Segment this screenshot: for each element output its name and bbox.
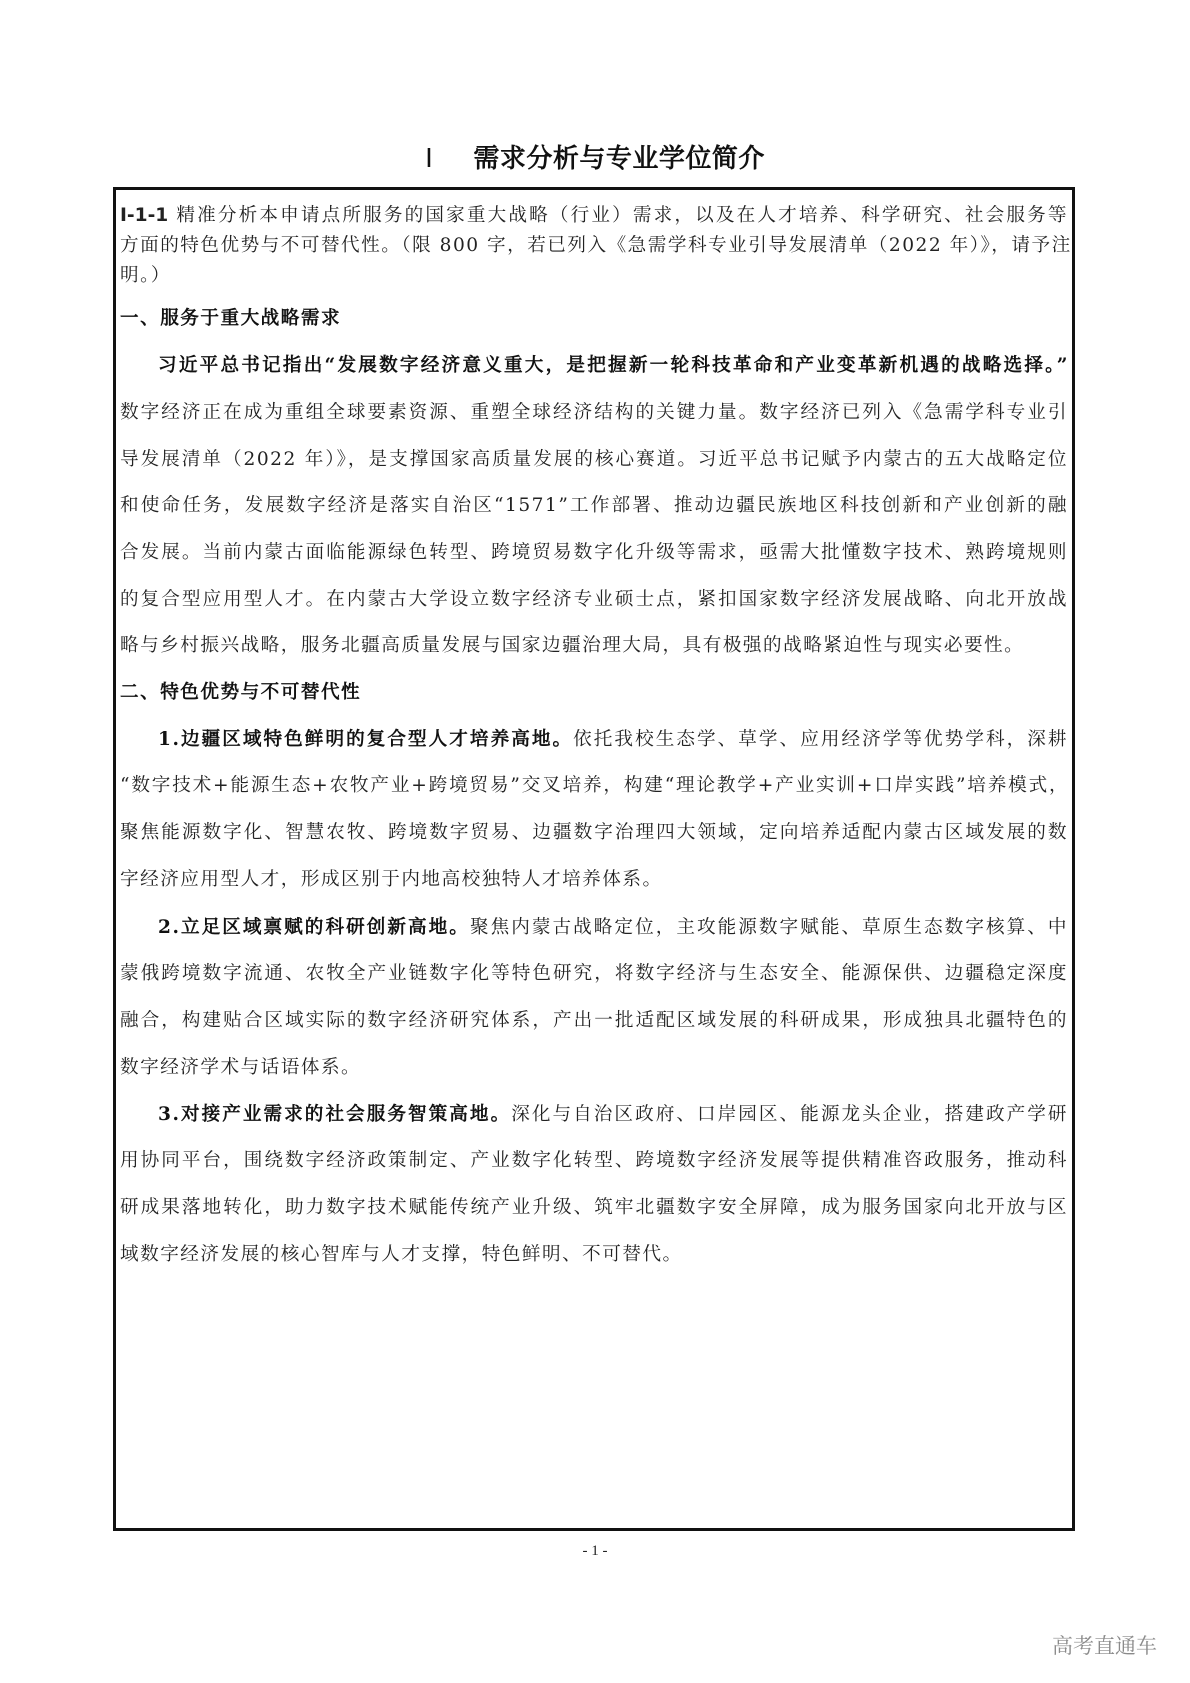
item-2-title: 2.立足区域禀赋的科研创新高地。	[158, 917, 470, 938]
body-line: 合发展。当前内蒙古面临能源绿色转型、跨境贸易数字化升级等需求，亟需大批懂数字技术、熟跨境规则	[120, 542, 1068, 563]
body-line: 聚焦能源数字化、智慧农牧、跨境数字贸易、边疆数字治理四大领域，定向培养适配内蒙古区域发展的数	[120, 822, 1068, 843]
prompt-line-2: 方面的特色优势与不可替代性。（限 800 字，若已列入《急需学科专业引导发展清单（2022 年）》，请予注	[120, 235, 1072, 256]
item-3-title: 3.对接产业需求的社会服务智策高地。	[158, 1104, 512, 1125]
body-line: 数字经济学术与话语体系。	[120, 1057, 362, 1078]
body-line: 和使命任务，发展数字经济是落实自治区“1571”工作部署、推动边疆民族地区科技创新和产业创新的融	[120, 495, 1068, 516]
item-1-title: 1.边疆区域特色鲜明的复合型人才培养高地。	[158, 729, 574, 750]
item-3-line: 3.对接产业需求的社会服务智策高地。深化与自治区政府、口岸园区、能源龙头企业，搭建政产学研	[158, 1104, 1068, 1125]
prompt-line-1: I-1-1 精准分析本申请点所服务的国家重大战略（行业）需求，以及在人才培养、科学研究、社会服务等	[120, 205, 1068, 226]
body-line: 域数字经济发展的核心智库与人才支撑，特色鲜明、不可替代。	[120, 1244, 683, 1265]
section-number: Ⅰ	[425, 144, 434, 173]
item-2-line: 2.立足区域禀赋的科研创新高地。聚焦内蒙古战略定位，主攻能源数字赋能、草原生态数字核算、中	[158, 917, 1068, 938]
page-number: - 1 -	[582, 1543, 608, 1559]
item-1-line: 1.边疆区域特色鲜明的复合型人才培养高地。依托我校生态学、草学、应用经济学等优势学科，深耕	[158, 729, 1068, 750]
body-line: 研成果落地转化，助力数字技术赋能传统产业升级、筑牢北疆数字安全屏障，成为服务国家向北开放与区	[120, 1197, 1068, 1218]
body-line: 用协同平台，围绕数字经济政策制定、产业数字化转型、跨境数字经济发展等提供精准咨政服务，推动科	[120, 1150, 1068, 1171]
prompt-code: I-1-1	[120, 205, 169, 226]
quote-line: 习近平总书记指出“发展数字经济意义重大，是把握新一轮科技革命和产业变革新机遇的战略选择。”	[158, 355, 1068, 376]
section-title: 需求分析与专业学位简介	[473, 144, 765, 174]
form-box	[113, 187, 1075, 1531]
body-line: 融合，构建贴合区域实际的数字经济研究体系，产出一批适配区域发展的科研成果，形成独具北疆特色的	[120, 1010, 1068, 1031]
body-line: 导发展清单（2022 年）》，是支撑国家高质量发展的核心赛道。习近平总书记赋予内蒙古的五大战略定位	[120, 449, 1068, 470]
body-line: 数字经济正在成为重组全球要素资源、重塑全球经济结构的关键力量。数字经济已列入《急需学科专业引	[120, 402, 1068, 423]
body-line: “数字技术+能源生态+农牧产业+跨境贸易”交叉培养，构建“理论教学+产业实训+口岸实践”培养模式，	[120, 775, 1068, 796]
page-title	[0, 138, 1190, 175]
prompt-line-3: 明。）	[120, 265, 171, 286]
body-line: 略与乡村振兴战略，服务北疆高质量发展与国家边疆治理大局，具有极强的战略紧迫性与现实必要性。	[120, 635, 1025, 656]
body-line: 蒙俄跨境数字流通、农牧全产业链数字化等特色研究，将数字经济与生态安全、能源保供、边疆稳定深度	[120, 963, 1068, 984]
body-line: 的复合型应用型人才。在内蒙古大学设立数字经济专业硕士点，紧扣国家数字经济发展战略、向北开放战	[120, 589, 1068, 610]
watermark: 高考直通车	[1052, 1634, 1157, 1658]
section-heading-1: 一、服务于重大战略需求	[120, 308, 342, 329]
section-heading-2: 二、特色优势与不可替代性	[120, 682, 362, 703]
body-line: 字经济应用型人才，形成区别于内地高校独特人才培养体系。	[120, 869, 663, 890]
